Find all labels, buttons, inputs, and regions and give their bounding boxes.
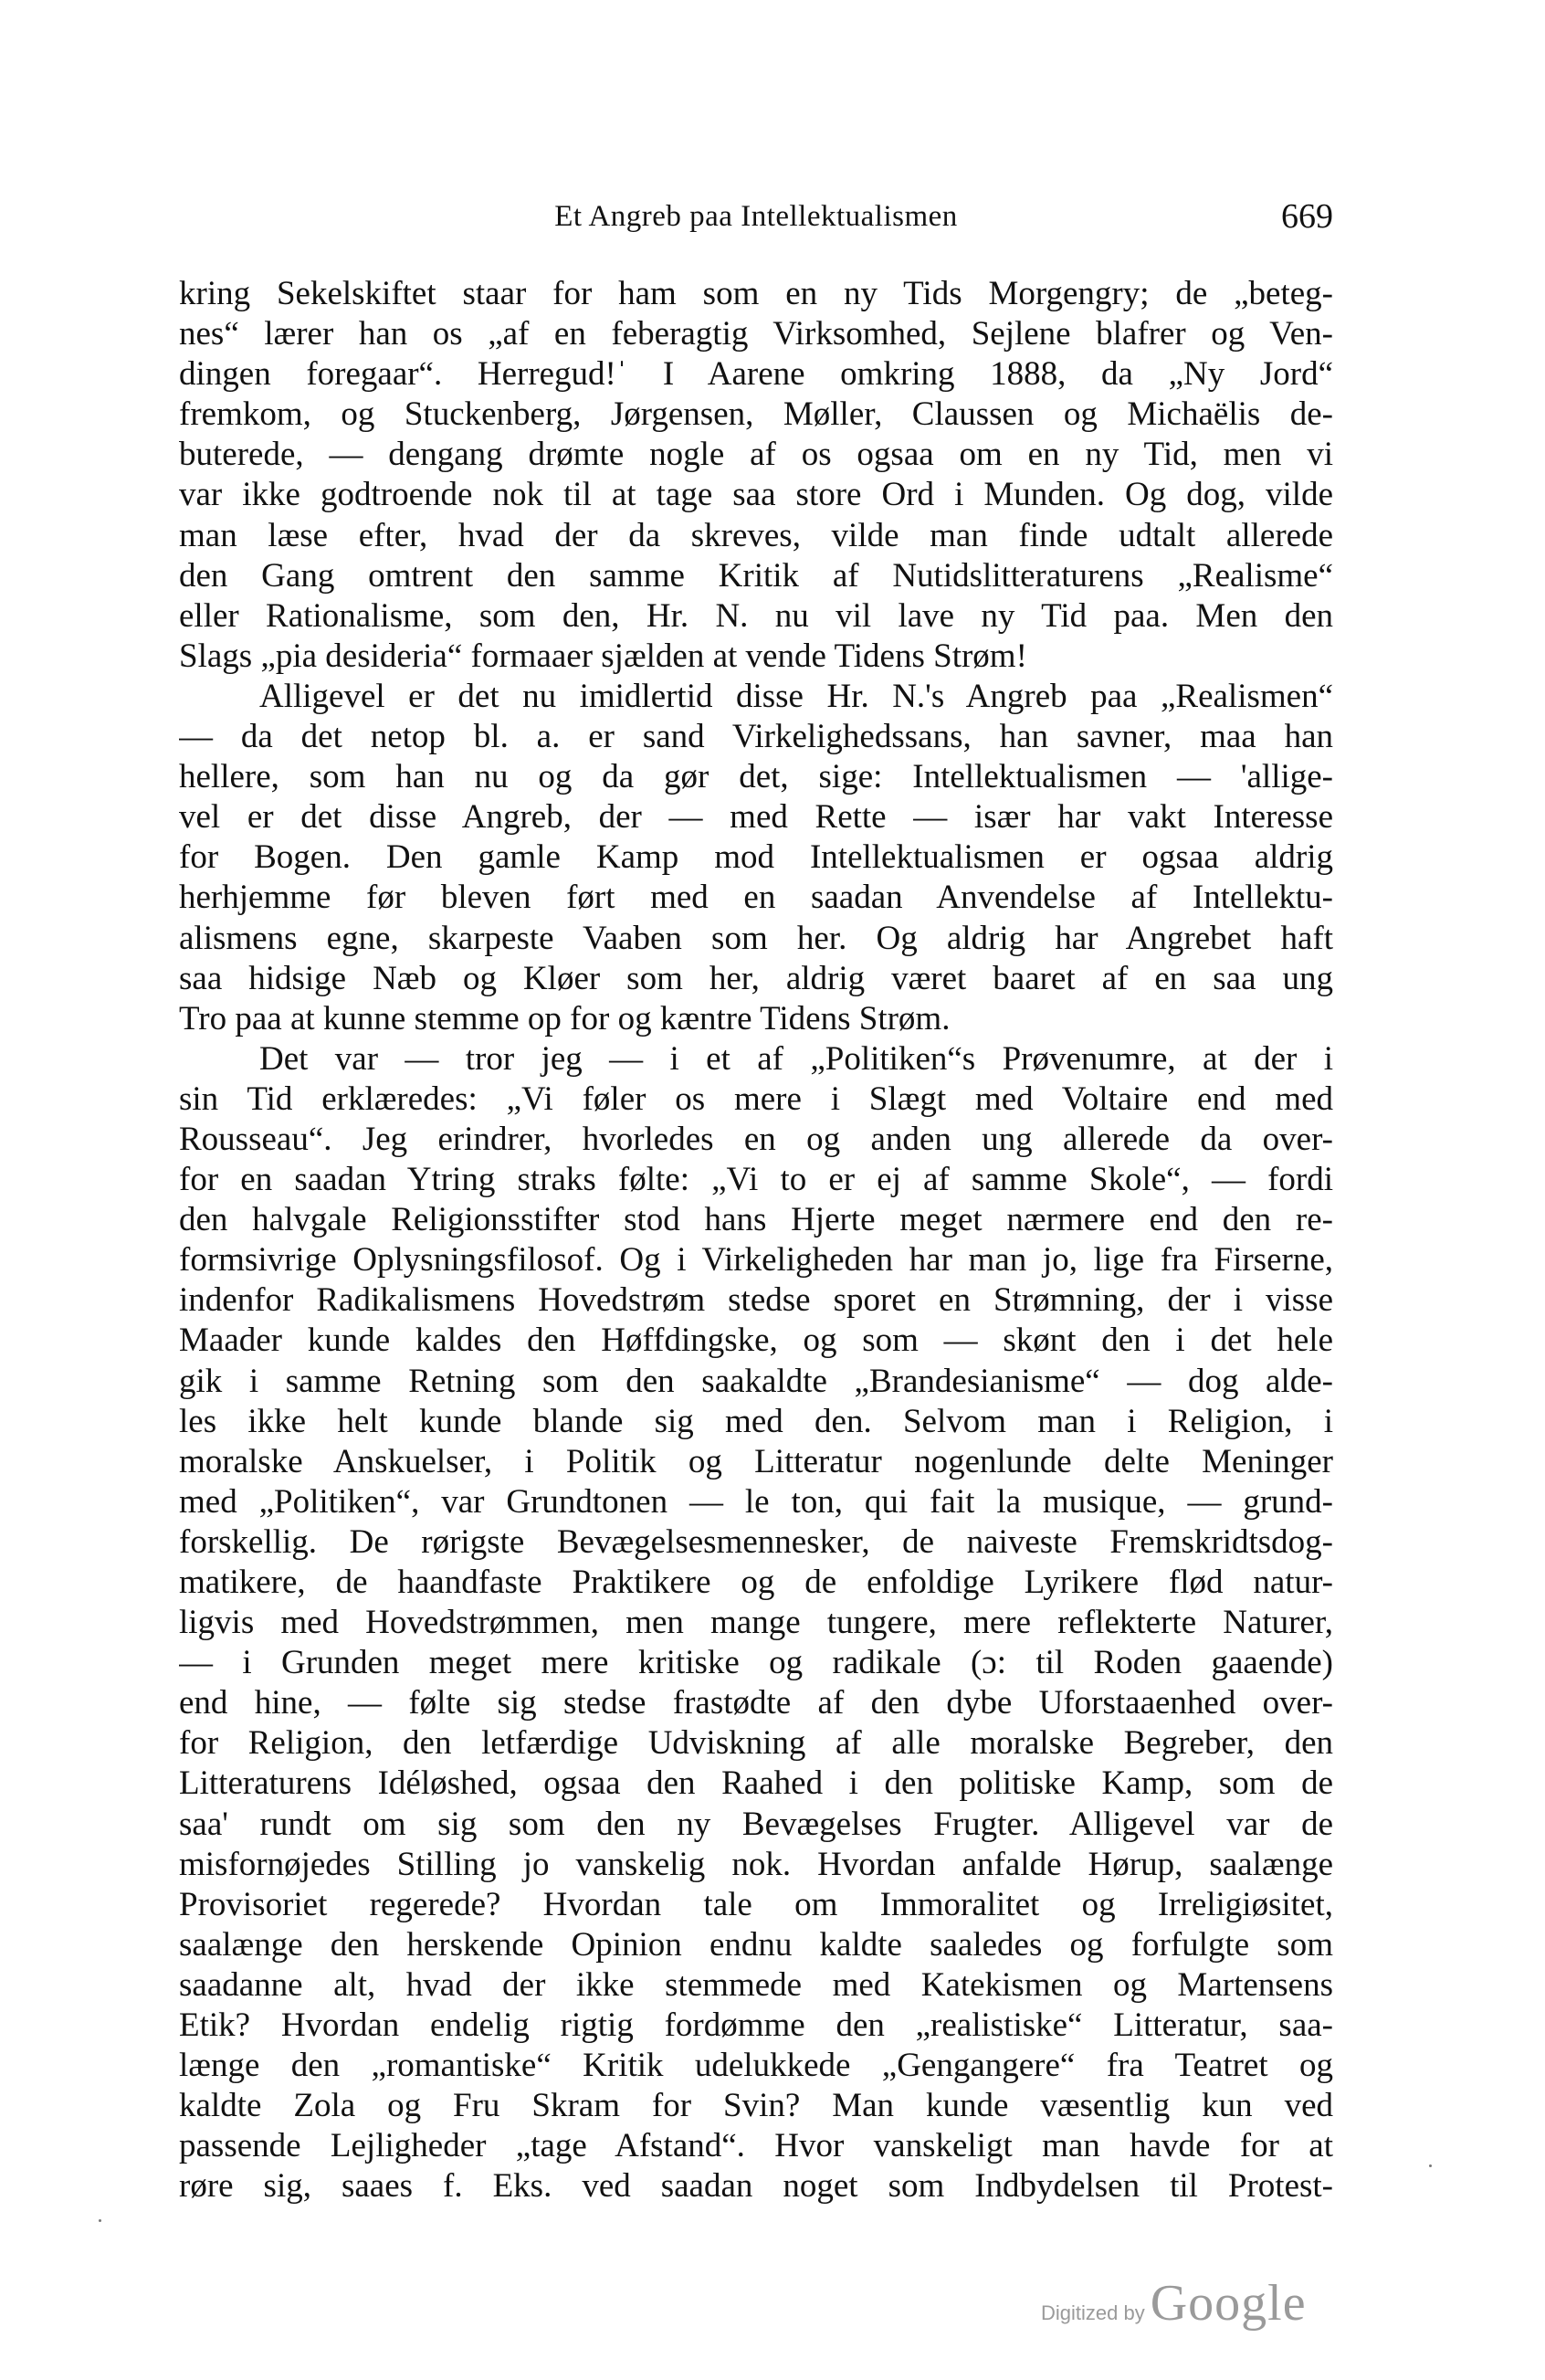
- text-line: Litteraturens Idéløshed, ogsaa den Raahed i den politiske Kamp, som de: [179, 1764, 1333, 1803]
- text-line: Slags „pia desideria“ formaaer sjælden at vende Tidens Strøm!: [179, 637, 1027, 675]
- text-line: Rousseau“. Jeg erindrer, hvorledes en og anden ung allerede da over-: [179, 1120, 1333, 1158]
- text-line: Alligevel er det nu imidlertid disse Hr. N.'s Angreb paa „Realismen“: [259, 677, 1333, 715]
- text-line: eller Rationalisme, som den, Hr. N. nu vil lave ny Tid paa. Men den: [179, 596, 1333, 635]
- text-line: for Religion, den letfærdige Udviskning af alle moralske Begreber, den: [179, 1724, 1333, 1763]
- text-line: — i Grunden meget mere kritiske og radikale (ɔ: til Roden gaaende): [179, 1644, 1333, 1682]
- text-line: nes“ lærer han os „af en feberagtig Virksomhed, Sejlene blafrer og Ven-: [179, 315, 1333, 353]
- scan-speck: [1429, 2164, 1432, 2167]
- text-line: for Bogen. Den gamle Kamp mod Intellektualismen er ogsaa aldrig: [179, 838, 1333, 877]
- text-line: kring Sekelskiftet staar for ham som en ny Tids Morgengry; de „beteg-: [179, 275, 1333, 312]
- text-line: sin Tid erklæredes: „Vi føler os mere i Slægt med Voltaire end med: [179, 1079, 1333, 1118]
- text-line: alismens egne, skarpeste Vaaben som her. Og aldrig har Angrebet haft: [179, 919, 1333, 957]
- text-line: Provisoriet regerede? Hvordan tale om Immoralitet og Irreligiøsitet,: [179, 1885, 1333, 1923]
- text-line: Tro paa at kunne stemme op for og kæntre Tidens Strøm.: [179, 999, 951, 1037]
- running-title: Et Angreb paa Intellektualismen: [554, 200, 958, 233]
- text-line: røre sig, saaes f. Eks. ved saadan noget som Indbydelsen til Protest-: [179, 2167, 1333, 2206]
- text-line: med „Politiken“, var Grundtonen — le ton, qui fait la musique, — grund-: [179, 1482, 1333, 1521]
- body-text: [179, 274, 1333, 2207]
- text-line: fremkom, og Stuckenberg, Jørgensen, Møller, Claussen og Michaëlis de-: [179, 395, 1333, 434]
- text-line: saalænge den herskende Opinion endnu kaldte saaledes og forfulgte som: [179, 1925, 1333, 1964]
- text-line: saa' rundt om sig som den ny Bevægelses Frugter. Alligevel var de: [179, 1805, 1333, 1843]
- text-line: misfornøjedes Stilling jo vanskelig nok. Hvordan anfalde Hørup, saalænge: [179, 1845, 1333, 1883]
- scan-speck: [99, 2219, 101, 2222]
- text-line: var ikke godtroende nok til at tage saa store Ord i Munden. Og dog, vilde: [179, 476, 1333, 514]
- watermark-prefix: Digitized by: [1041, 2301, 1145, 2324]
- google-logo: Google: [1150, 2275, 1307, 2332]
- text-line: forskellig. De rørigste Bevægelsesmennesker, de naiveste Fremskridtsdog-: [179, 1522, 1333, 1561]
- text-line: kaldte Zola og Fru Skram for Svin? Man kunde væsentlig kun ved: [179, 2087, 1333, 2125]
- page-number: 669: [1281, 197, 1333, 236]
- page-header: [179, 194, 1333, 239]
- text-line: matikere, de haandfaste Praktikere og de enfoldige Lyrikere flød natur-: [179, 1564, 1333, 1601]
- text-line: den Gang omtrent den samme Kritik af Nutidslitteraturens „Realisme“: [179, 556, 1333, 595]
- text-line: les ikke helt kunde blande sig med den. Selvom man i Religion, i: [179, 1402, 1333, 1440]
- text-line: Det var — tror jeg — i et af „Politiken“s Prøvenumre, at der i: [259, 1039, 1333, 1078]
- text-line: man læse efter, hvad der da skreves, vilde man finde udtalt allerede: [179, 516, 1333, 554]
- text-line: formsivrige Oplysningsfilosof. Og i Virkeligheden har man jo, lige fra Firserne,: [179, 1241, 1333, 1280]
- text-line: — da det netop bl. a. er sand Virkelighedssans, han savner, maa han: [179, 718, 1333, 756]
- text-line: længe den „romantiske“ Kritik udelukkede „Gengangere“ fra Teatret og: [179, 2047, 1333, 2085]
- text-line: end hine, — følte sig stedse frastødte af den dybe Uforstaaenhed over-: [179, 1684, 1333, 1722]
- text-line: gik i samme Retning som den saakaldte „Brandesianisme“ — dog alde-: [179, 1362, 1333, 1400]
- text-line: vel er det disse Angreb, der — med Rette — især har vakt Interesse: [179, 798, 1333, 837]
- text-line: indenfor Radikalismens Hovedstrøm stedse sporet en Strømning, der i visse: [179, 1281, 1333, 1320]
- text-line: saadanne alt, hvad der ikke stemmede med Katekismen og Martensens: [179, 1965, 1333, 2004]
- text-line: herhjemme før bleven ført med en saadan Anvendelse af Intellektu-: [179, 879, 1333, 917]
- text-line: saa hidsige Næb og Kløer som her, aldrig været baaret af en saa ung: [179, 959, 1333, 997]
- text-line: Maader kunde kaldes den Høffdingske, og som — skønt den i det hele: [179, 1322, 1333, 1360]
- digitized-watermark: [1041, 2274, 1307, 2332]
- text-line: for en saadan Ytring straks følte: „Vi to er ej af samme Skole“, — fordi: [179, 1161, 1333, 1199]
- text-line: dingen foregaar“. Herregud!ˈ I Aarene omkring 1888, da „Ny Jord“: [179, 355, 1333, 394]
- text-line: hellere, som han nu og da gør det, sige: Intellektualismen — 'allige-: [179, 758, 1333, 796]
- text-line: buterede, — dengang drømte nogle af os ogsaa om en ny Tid, men vi: [179, 436, 1333, 474]
- text-line: Etik? Hvordan endelig rigtig fordømme den „realistiske“ Litteratur, saa-: [179, 2006, 1333, 2045]
- text-line: moralske Anskuelser, i Politik og Litteratur nogenlunde delte Meninger: [179, 1442, 1333, 1480]
- text-line: ligvis med Hovedstrømmen, men mange tungere, mere reflekterte Naturer,: [179, 1604, 1333, 1642]
- text-line: den halvgale Religionsstifter stod hans Hjerte meget nærmere end den re-: [179, 1201, 1333, 1239]
- text-line: passende Lejligheder „tage Afstand“. Hvor vanskeligt man havde for at: [179, 2127, 1333, 2165]
